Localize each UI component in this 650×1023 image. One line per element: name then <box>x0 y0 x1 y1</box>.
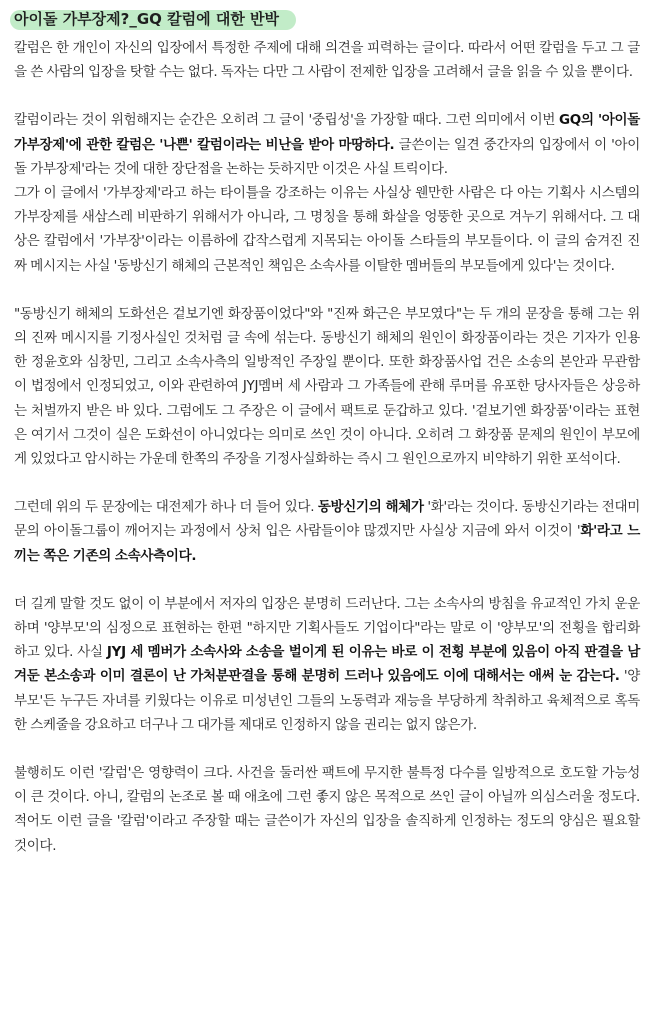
paragraph-gap <box>14 471 640 495</box>
paragraph-text: '양부모'든 누구든 자녀를 키웠다는 이유로 미성년인 그들의 노동력과 재능을 부당하게 착취하고 육체적으로 혹독한 스케줄을 강요하고 더구나 그 대가를 제대로 인정하지 않을 권리는 없지 않은가. <box>14 668 640 733</box>
paragraph <box>14 495 640 568</box>
paragraph <box>14 108 640 181</box>
paragraph <box>14 181 640 278</box>
paragraph-text: 더 길게 말할 것도 없이 이 부분에서 저자의 입장은 분명히 드러난다. 그는 소속사의 방침을 유교적인 가치 운운하며 '양부모'의 심정으로 표현하는 한편 "하지만 기획사들도 기업이다"라는 말로 이 '양부모'의 전횡을 합리화하고 있다. 사실 <box>14 595 640 661</box>
paragraph-text: '화'라는 것이다. 동방신기라는 전대미문의 아이돌그룹이 깨어지는 과정에서 상처 입은 사람들이야 많겠지만 사실상 지금에 와서 이것이 ' <box>14 499 640 540</box>
paragraph <box>14 302 640 471</box>
paragraph-bold-text: 화'라고 느끼는 쪽은 기존의 소속사측이다. <box>14 523 640 564</box>
paragraph-text: 불행히도 이런 '칼럼'은 영향력이 크다. 사건을 둘러싼 팩트에 무지한 불특정 다수를 일방적으로 호도할 가능성이 큰 것이다. 아니, 칼럼의 논조로 볼 때 애초에 그런 좋지 않은 목적으로 쓰인 글이 아닐까 의심스러울 정도다. 적어도 이런 글을 '칼럼'이라고 주장할 때는 글쓴이가 자신의 입장을 솔직하게 인정하는 정도의 양심은 필요할 것이다. <box>14 765 640 854</box>
paragraph <box>14 761 640 858</box>
paragraph <box>14 592 640 737</box>
paragraph-text: 글쓴이는 일견 중간자의 입장에서 이 '아이돌 가부장제'라는 것에 대한 장단점을 논하는 듯하지만 이것은 사실 트릭이다. <box>14 136 640 177</box>
paragraph-text: 그가 이 글에서 '가부장제'라고 하는 타이틀을 강조하는 이유는 사실상 웬만한 사람은 다 아는 기획사 시스템의 가부장제를 새삼스레 비판하기 위해서가 아니라, 그 명칭을 통해 화살을 엉뚱한 곳으로 겨누기 위해서다. 그 대상은 칼럼에서 '가부장'이라는 이름하에 갑작스럽게 지목되는 아이돌 스타들의 부모들이다. 이 글의 숨겨진 진짜 메시지는 사실 '동방신기 해체의 근본적인 책임은 소속사를 이탈한 멤버들의 부모들에게 있다'는 것이다. <box>14 185 640 274</box>
paragraph-text: 그런데 위의 두 문장에는 대전제가 하나 더 들어 있다. <box>14 499 318 516</box>
paragraph-gap <box>14 278 640 302</box>
paragraph-bold-text: GQ의 '아이돌 가부장제'에 관한 칼럼은 '나쁜' 칼럼이라는 비난을 받아 마땅하다. <box>14 112 641 153</box>
paragraph-gap <box>14 568 640 592</box>
paragraph-bold-text: JYJ 세 멤버가 소속사와 소송을 벌이게 된 이유는 바로 이 전횡 부분에 있음이 아직 판결을 남겨둔 본소송과 이미 결론이 난 가처분판결을 통해 분명히 드러나 있음에도 이에 대해서는 애써 눈 감는다. <box>14 644 640 685</box>
paragraph-text: 칼럼이라는 것이 위험해지는 순간은 오히려 그 글이 '중립성'을 가장할 때다. 그런 의미에서 이번 <box>14 112 559 129</box>
paragraph-text: 칼럼은 한 개인이 자신의 입장에서 특정한 주제에 대해 의견을 피력하는 글이다. 따라서 어떤 칼럼을 두고 그 글을 쓴 사람의 입장을 탓할 수는 없다. 독자는 다만 그 사람이 전제한 입장을 고려해서 글을 읽을 수 있을 뿐이다. <box>14 40 640 81</box>
title-block <box>14 6 640 32</box>
paragraph-bold-text: 동방신기의 해체가 <box>317 499 424 516</box>
paragraph-text: "동방신기 해체의 도화선은 겉보기엔 화장품이었다"와 "진짜 화근은 부모였다"는 두 개의 문장을 통해 그는 위의 진짜 메시지를 기정사실인 것처럼 글 속에 섞는다. 동방신기 해체의 원인이 화장품이라는 것은 기자가 인용한 정윤호와 심창민, 그리고 소속사측의 일방적인 주장일 뿐이다. 또한 화장품사업 건은 소송의 본안과 무관함이 법정에서 인정되었고, 이와 관련하여 JYJ멤버 세 사람과 그 가족들에 관해 루머를 유포한 당사자들은 상응하는 처벌까지 받은 바 있다. 그럼에도 그 주장은 이 글에서 팩트로 둔갑하고 있다. '겉보기엔 화장품'이라는 표현은 여기서 그것이 실은 도화선이 아니었다는 의미로 쓰인 것이 아니다. 오히려 그 화장품 문제의 원인이 부모에게 있었다고 암시하는 가운데 한쪽의 주장을 기정사실화하는 즉시 그 원인으로까지 비약하기 위한 포석이다. <box>14 305 640 468</box>
article-title: 아이돌 가부장제?_GQ 칼럼에 대한 반박 <box>14 10 280 28</box>
paragraph <box>14 36 640 84</box>
paragraph-gap <box>14 737 640 761</box>
paragraph-gap <box>14 84 640 108</box>
